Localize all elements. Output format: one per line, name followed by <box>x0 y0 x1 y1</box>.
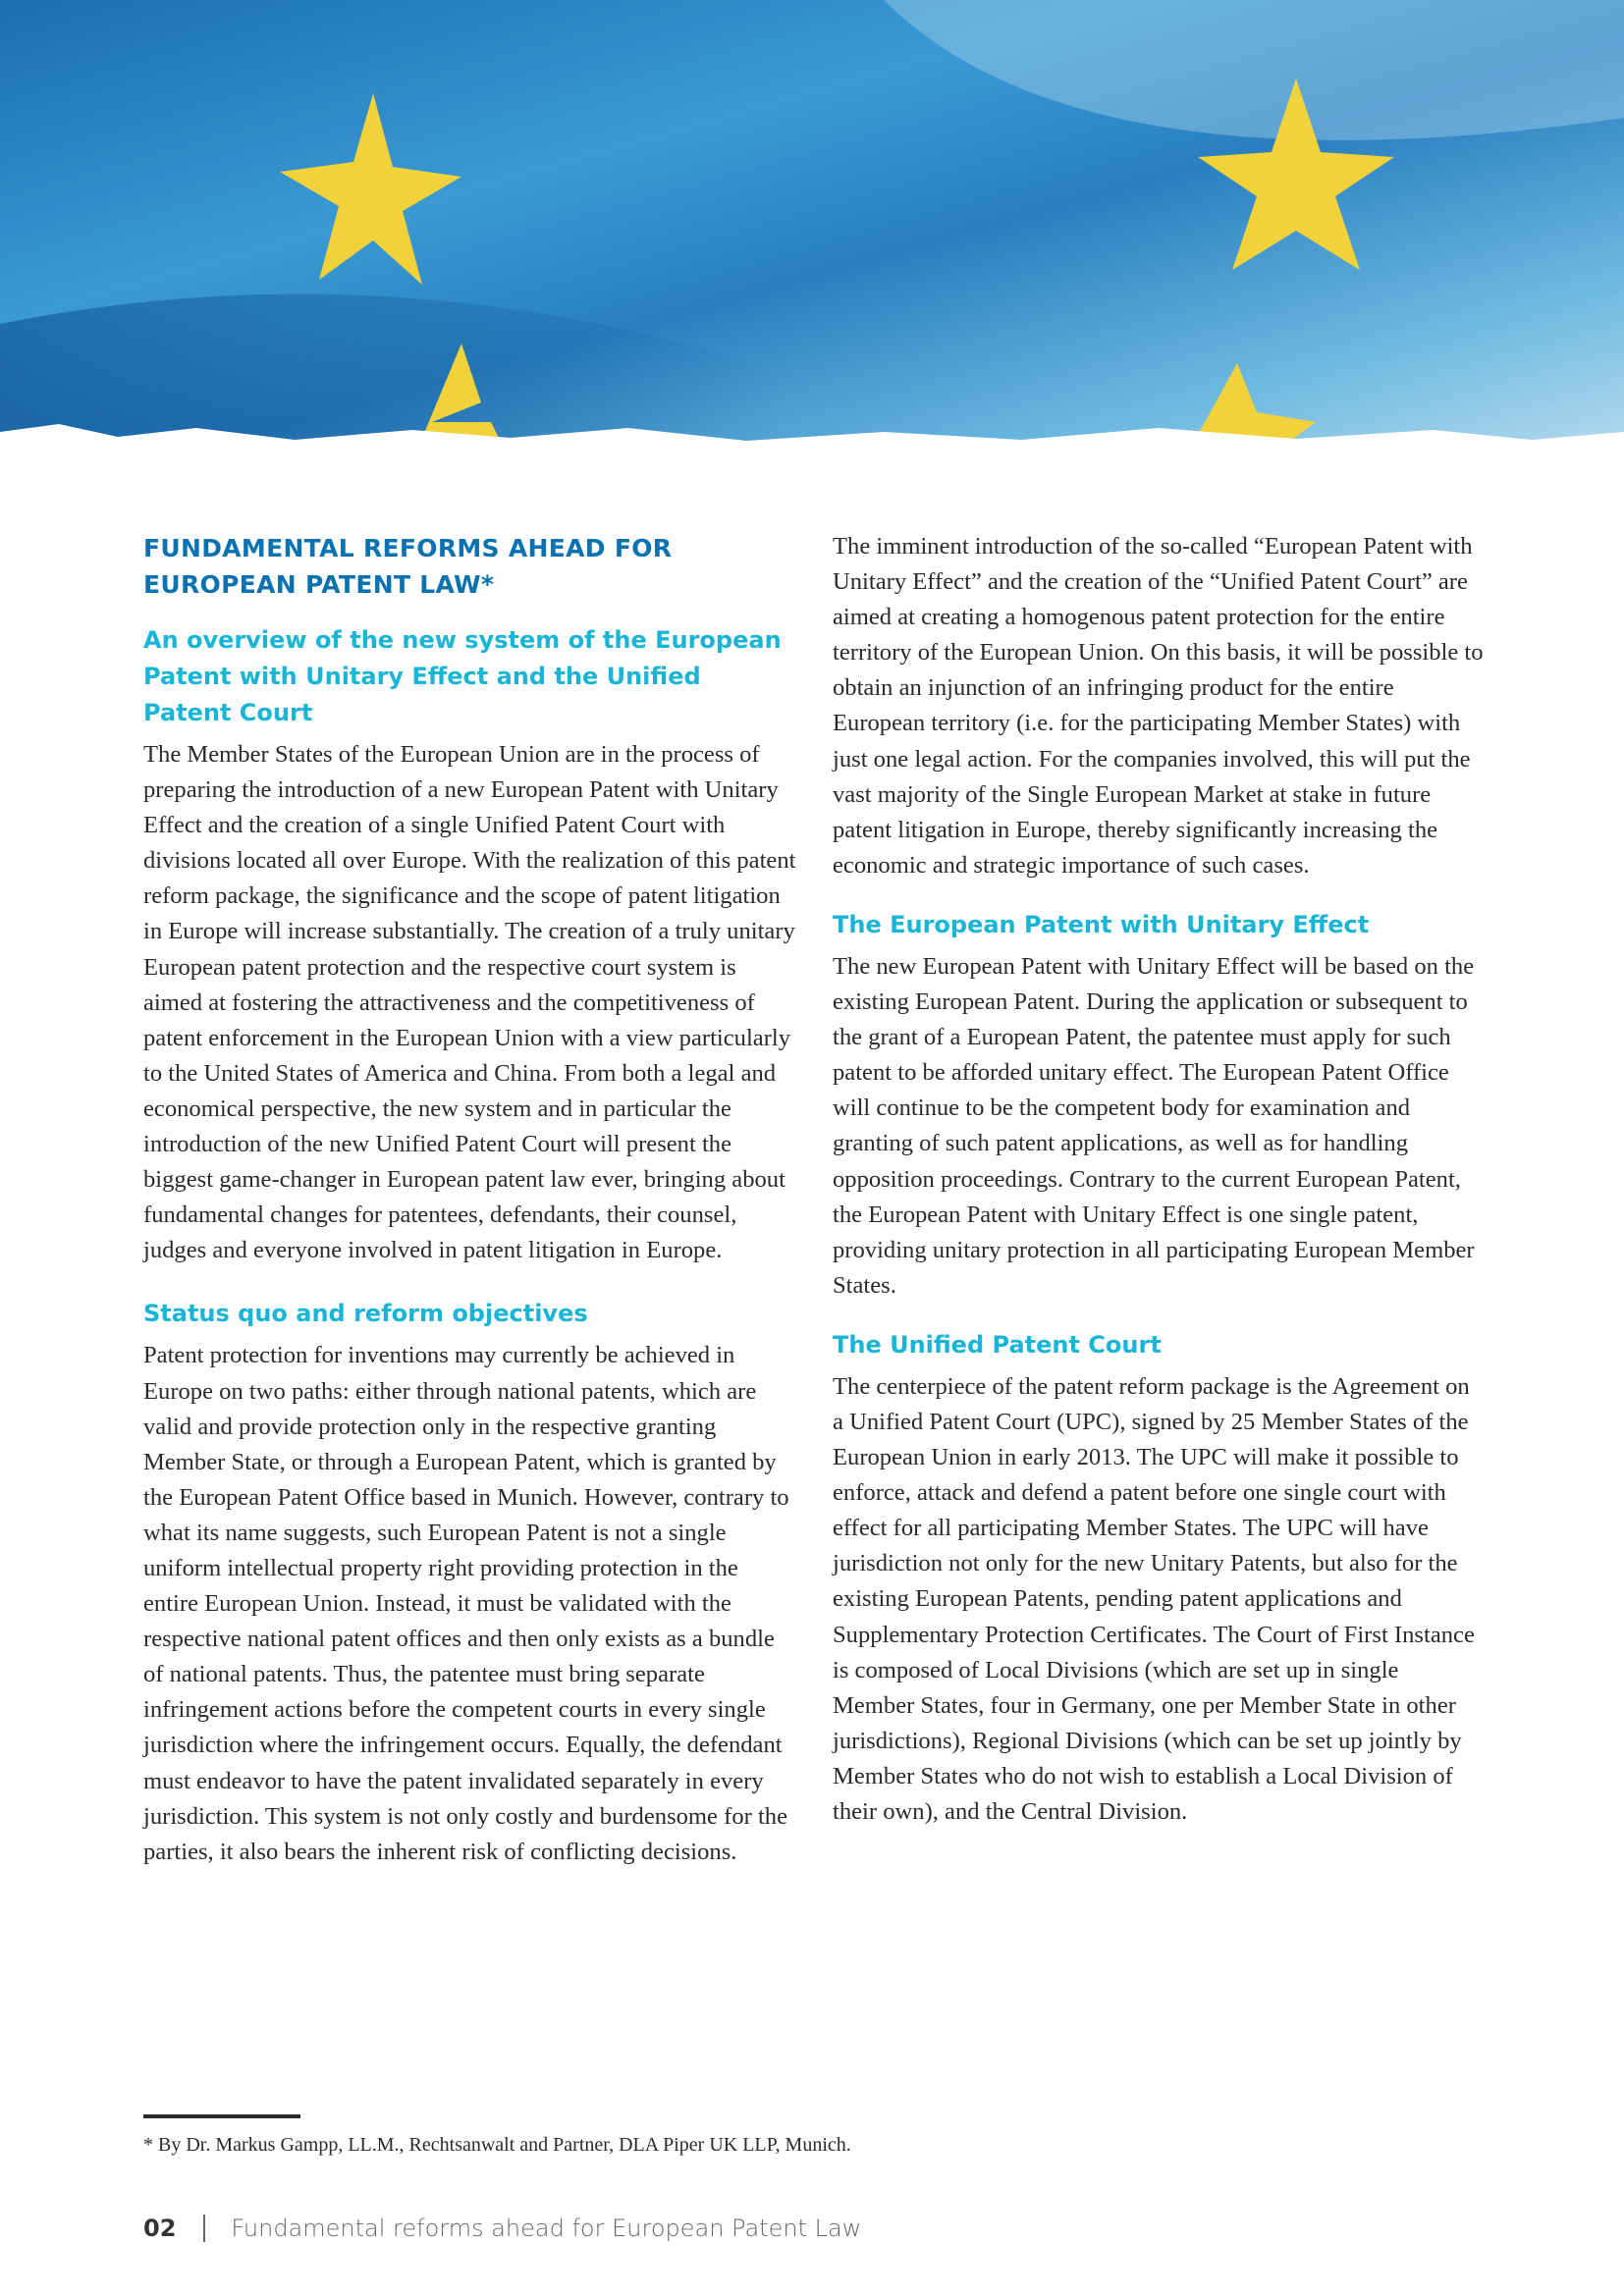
right-column <box>833 530 1486 1853</box>
body-paragraph: The new European Patent with Unitary Effect will be based on the existing European Patent. During the application or subsequent to the grant of a European Patent, the patentee must apply for such patent to be afforded unitary effect. The European Patent Office will continue to be the competent body for examination and granting of such patent applications, as well as for handling opposition proceedings. Contrary to the current European Patent, the European Patent with Unitary Effect is one single patent, providing unitary protection in all participating European Member States. <box>833 952 1475 1299</box>
intro-paragraph: The imminent introduction of the so-called “European Patent with Unitary Effect” and the creation of the “Unified Patent Court” are aimed at creating a homogenous patent protection for the entire territory of the European Union. On this basis, it will be possible to obtain an injunction of an infringing product for the entire European territory (i.e. for the participating Member States) with just one legal action. For the companies involved, this will put the vast majority of the Single European Market at stake in future patent litigation in Europe, thereby significantly increasing the economic and strategic importance of such cases. <box>833 533 1484 879</box>
body-paragraph: The Member States of the European Union are in the process of preparing the introduction of a new European Patent with Unitary Effect and the creation of a single Unified Patent Court with divisions located all over Europe. With the realization of this patent reform package, the significance and the scope of patent litigation in Europe will increase substantially. The creation of a truly unitary European patent protection and the respective court system is aimed at fostering the attractiveness and the competitiveness of patent enforcement in the European Union with a view particularly to the United States of America and China. From both a legal and economical perspective, the new system and in particular the introduction of the new Unified Patent Court will present the biggest game-changer in European patent law ever, bringing about fundamental changes for patentees, defendants, their counsel, judges and everyone involved in patent litigation in Europe. <box>143 741 796 1264</box>
section-heading: The Unified Patent Court <box>833 1330 1162 1359</box>
section-heading: An overview of the new system of the European Patent with Unitary Effect and the Unified Patent Court <box>143 626 782 726</box>
section-heading: The European Patent with Unitary Effect <box>833 910 1370 938</box>
footer-separator <box>203 2215 205 2242</box>
footnote-divider <box>143 2114 300 2118</box>
body-paragraph: Patent protection for inventions may currently be achieved in Europe on two paths: either through national patents, which are valid and provide protection only in the respective granting Member State, or through a European Patent, which is granted by the European Patent Office based in Munich. However, contrary to what its name suggests, such European Patent is not a single uniform intellectual property right providing protection in the entire European Union. Instead, it must be validated with the respective national patent offices and then only exists as a bundle of national patents. Thus, the patentee must bring separate infringement actions before the competent courts in every single jurisdiction where the infringement occurs. Equally, the defendant must endeavor to have the patent invalidated separately in every jurisdiction. This system is not only costly and burdensome for the parties, it also bears the inherent risk of conflicting decisions. <box>143 1342 789 1865</box>
page-number: 02 <box>143 2215 177 2242</box>
eu-flag-banner-image <box>0 0 1624 461</box>
running-title: Fundamental reforms ahead for European Patent Law <box>231 2215 862 2242</box>
section-heading: Status quo and reform objectives <box>143 1300 588 1328</box>
footnote: * By Dr. Markus Gampp, LL.M., Rechtsanwalt and Partner, DLA Piper UK LLP, Munich. <box>143 2134 851 2156</box>
body-paragraph: The centerpiece of the patent reform package is the Agreement on a Unified Patent Court (UPC), signed by 25 Member States of the European Union in early 2013. The UPC will make it possible to enforce, attack and defend a patent before one single court with effect for all participating Member States. The UPC will have jurisdiction not only for the new Unitary Patents, but also for the existing European Patents, pending patent applications and Supplementary Protection Certificates. The Court of First Instance is composed of Local Divisions (which are set up in single Member States, four in Germany, one per Member State in other jurisdictions), Regional Divisions (which can be set up jointly by Member States who do not wish to establish a Local Division of their own), and the Central Division. <box>833 1372 1475 1825</box>
left-column <box>143 530 796 1897</box>
article-title: FUNDAMENTAL REFORMS AHEAD FOR EUROPEAN PATENT LAW* <box>143 534 673 599</box>
page-footer <box>143 2215 861 2242</box>
